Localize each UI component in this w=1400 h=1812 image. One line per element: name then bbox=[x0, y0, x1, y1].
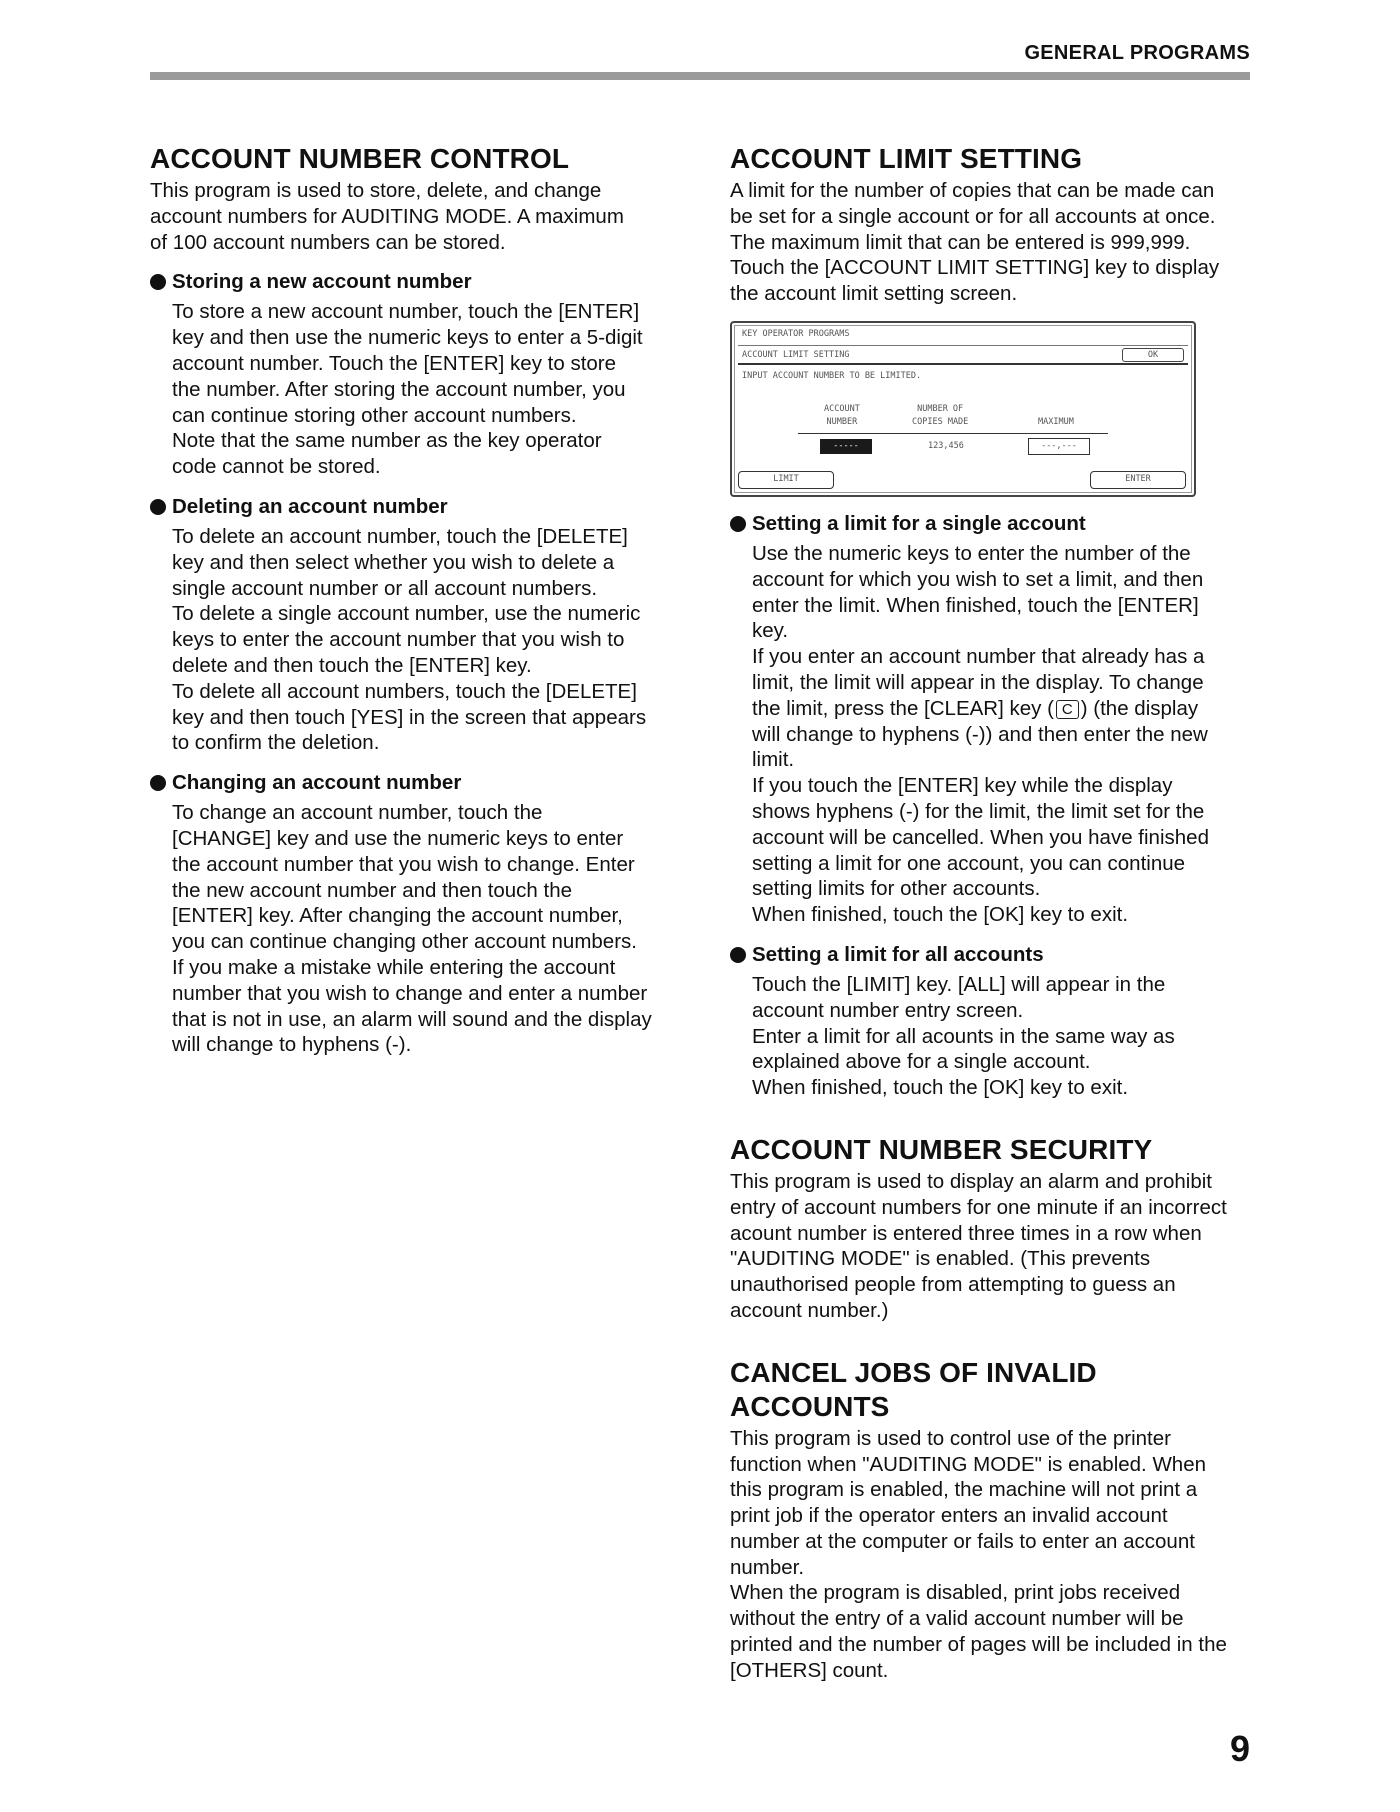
text-line: If you enter an account number that already has a bbox=[752, 645, 1205, 669]
text-line: be set for a single account or for all accounts at once. bbox=[730, 204, 1216, 228]
text-line: the account limit setting screen. bbox=[730, 282, 1018, 306]
text-line: If you touch the [ENTER] key while the display bbox=[752, 774, 1173, 798]
text-line: printed and the number of pages will be included in the bbox=[730, 1633, 1227, 1657]
text-line: unauthorised people from attempting to guess an bbox=[730, 1273, 1176, 1297]
column-header-line: COPIES MADE bbox=[912, 416, 969, 427]
bullet-icon bbox=[730, 947, 746, 963]
copies-made-column-header bbox=[912, 403, 968, 429]
text-line: code cannot be stored. bbox=[172, 455, 381, 479]
text-line: Note that the same number as the key operator bbox=[172, 429, 602, 453]
page-number: 9 bbox=[1229, 1728, 1250, 1769]
clear-key-line-pre: the limit, press the [CLEAR] key ( bbox=[752, 696, 1054, 720]
text-line: When the program is disabled, print jobs received bbox=[730, 1581, 1181, 1605]
text-line: This program is used to display an alarm and prohibit bbox=[730, 1169, 1212, 1193]
account-number-security-title: ACCOUNT NUMBER SECURITY bbox=[730, 1133, 1153, 1165]
text-line: When finished, touch the [OK] key to exit. bbox=[752, 1076, 1129, 1100]
text-line: To delete a single account number, use the numeric bbox=[172, 602, 641, 626]
text-line: the number. After storing the account number, you bbox=[172, 377, 626, 401]
account-limit-intro bbox=[730, 178, 1250, 307]
text-line: Use the numeric keys to enter the number of the bbox=[752, 541, 1191, 565]
text-line: entry of account numbers for one minute if an incorrect bbox=[730, 1195, 1227, 1219]
text-line: key and then touch [YES] in the screen that appears bbox=[172, 705, 647, 729]
single-limit-subheading bbox=[730, 511, 1250, 537]
text-line: To delete all account numbers, touch the [DELETE] bbox=[172, 679, 637, 703]
clear-key-line bbox=[752, 696, 1250, 722]
all-limit-subheading bbox=[730, 942, 1250, 968]
text-line: account number. Touch the [ENTER] key to store bbox=[172, 351, 617, 375]
text-line: [ENTER] key. After changing the account number, bbox=[172, 904, 623, 928]
enter-button[interactable]: ENTER bbox=[1090, 471, 1186, 489]
text-line: keys to enter the account number that you wish to bbox=[172, 628, 625, 652]
text-line: limit, the limit will appear in the display. To change bbox=[752, 670, 1204, 694]
text-line: without the entry of a valid account number will be bbox=[730, 1607, 1184, 1631]
text-line: acount number is entered three times in a row when bbox=[730, 1221, 1202, 1245]
account-number-field[interactable]: ----- bbox=[820, 439, 872, 454]
text-line: this program is enabled, the machine will not print a bbox=[730, 1478, 1198, 1502]
bullet-icon bbox=[730, 516, 746, 532]
text-line: of 100 account numbers can be stored. bbox=[150, 230, 506, 254]
column-header-line: NUMBER OF bbox=[917, 403, 964, 414]
deleting-body bbox=[150, 524, 670, 756]
text-line: number at the computer or fails to enter an account bbox=[730, 1529, 1195, 1553]
text-line: setting limits for other accounts. bbox=[752, 877, 1041, 901]
text-line: will change to hyphens (-). bbox=[172, 1033, 412, 1057]
text-line: you can continue changing other account numbers. bbox=[172, 930, 637, 954]
text-line: account numbers for AUDITING MODE. A maximum bbox=[150, 204, 624, 228]
header-rule bbox=[150, 72, 1250, 80]
cancel-jobs-body bbox=[730, 1426, 1250, 1684]
text-line: can continue storing other account numbers. bbox=[172, 403, 577, 427]
text-line: A limit for the number of copies that can be made can bbox=[730, 179, 1215, 202]
changing-subheading bbox=[150, 770, 670, 796]
text-line: This program is used to control use of the printer bbox=[730, 1426, 1171, 1450]
text-line: key. bbox=[752, 619, 789, 643]
text-line: [CHANGE] key and use the numeric keys to enter bbox=[172, 826, 624, 850]
account-limit-screen-figure bbox=[730, 321, 1196, 497]
text-line: [OTHERS] count. bbox=[730, 1658, 889, 1682]
changing-subheading-text: Changing an account number bbox=[172, 771, 462, 795]
limit-button[interactable]: LIMIT bbox=[738, 471, 834, 489]
storing-subheading-text: Storing a new account number bbox=[172, 270, 472, 294]
all-limit-subheading-text: Setting a limit for all accounts bbox=[752, 942, 1044, 966]
text-line: the account number that you wish to change. Enter bbox=[172, 852, 635, 876]
text-line: that is not in use, an alarm will sound and the display bbox=[172, 1007, 652, 1031]
ok-button[interactable]: OK bbox=[1122, 348, 1184, 362]
clear-key-icon: C bbox=[1056, 700, 1079, 719]
left-column bbox=[150, 142, 670, 1058]
text-line: to confirm the deletion. bbox=[172, 731, 380, 755]
bullet-icon bbox=[150, 775, 166, 791]
column-header-line: ACCOUNT bbox=[824, 403, 860, 414]
text-line: function when "AUDITING MODE" is enabled. When bbox=[730, 1452, 1206, 1476]
text-line: This program is used to store, delete, and change bbox=[150, 179, 602, 202]
text-line: explained above for a single account. bbox=[752, 1050, 1091, 1074]
text-line: The maximum limit that can be entered is 999,999. bbox=[730, 230, 1191, 254]
account-number-security-body bbox=[730, 1169, 1250, 1324]
text-line: will change to hyphens (-)) and then enter the new bbox=[752, 722, 1208, 746]
bullet-icon bbox=[150, 274, 166, 290]
text-line: When finished, touch the [OK] key to exit. bbox=[752, 903, 1129, 927]
running-header: GENERAL PROGRAMS bbox=[1024, 42, 1250, 64]
text-line: print job if the operator enters an invalid account bbox=[730, 1504, 1168, 1528]
text-line: account number entry screen. bbox=[752, 998, 1024, 1022]
screen-title-bar bbox=[738, 345, 1188, 365]
clear-key-line-post: ) (the display bbox=[1080, 696, 1199, 720]
text-line: account for which you wish to set a limit, and then bbox=[752, 567, 1204, 591]
text-line: key and then use the numeric keys to enter a 5-digit bbox=[172, 326, 643, 350]
text-line: To delete an account number, touch the [DELETE] bbox=[172, 524, 628, 548]
storing-subheading bbox=[150, 269, 670, 295]
text-line: Touch the [LIMIT] key. [ALL] will appear in the bbox=[752, 972, 1166, 996]
text-line: number. bbox=[730, 1555, 805, 1579]
text-line: setting a limit for one account, you can continue bbox=[752, 851, 1186, 875]
text-line: account number.) bbox=[730, 1298, 889, 1322]
account-number-control-intro bbox=[150, 178, 670, 255]
text-line: To change an account number, touch the bbox=[172, 801, 543, 825]
text-line: Touch the [ACCOUNT LIMIT SETTING] key to display bbox=[730, 256, 1220, 280]
text-line: single account number or all account numbers. bbox=[172, 576, 598, 600]
text-line: To store a new account number, touch the [ENTER] bbox=[172, 300, 640, 324]
text-line: delete and then touch the [ENTER] key. bbox=[172, 653, 532, 677]
account-number-column-header bbox=[824, 403, 860, 429]
text-line: Enter a limit for all acounts in the same way as bbox=[752, 1024, 1175, 1048]
maximum-column-header: MAXIMUM bbox=[1038, 416, 1074, 427]
bullet-icon bbox=[150, 499, 166, 515]
changing-body bbox=[150, 800, 670, 1058]
screen-bar-label: ACCOUNT LIMIT SETTING bbox=[742, 349, 850, 360]
cancel-jobs-title: CANCEL JOBS OF INVALID ACCOUNTS bbox=[730, 1356, 1097, 1422]
text-line: limit. bbox=[752, 748, 795, 772]
single-limit-body bbox=[730, 541, 1250, 928]
screen-prompt: INPUT ACCOUNT NUMBER TO BE LIMITED. bbox=[742, 370, 922, 381]
text-line: enter the limit. When finished, touch the [ENTER] bbox=[752, 593, 1199, 617]
account-limit-setting-title: ACCOUNT LIMIT SETTING bbox=[730, 143, 1083, 174]
storing-body bbox=[150, 299, 670, 480]
account-number-control-title: ACCOUNT NUMBER CONTROL bbox=[150, 143, 570, 174]
screen-divider bbox=[798, 433, 1108, 434]
screen-title: KEY OPERATOR PROGRAMS bbox=[742, 328, 850, 339]
column-header-line: NUMBER bbox=[826, 416, 858, 427]
text-line: account will be cancelled. When you have finished bbox=[752, 825, 1209, 849]
text-line: number that you wish to change and enter a number bbox=[172, 981, 648, 1005]
single-limit-subheading-text: Setting a limit for a single account bbox=[752, 511, 1086, 535]
text-line: the new account number and then touch the bbox=[172, 878, 573, 902]
maximum-field[interactable]: ---,--- bbox=[1028, 438, 1090, 455]
text-line: key and then select whether you wish to delete a bbox=[172, 550, 615, 574]
copies-made-value: 123,456 bbox=[928, 440, 964, 451]
all-limit-body bbox=[730, 972, 1250, 1101]
text-line: If you make a mistake while entering the account bbox=[172, 955, 616, 979]
deleting-subheading-text: Deleting an account number bbox=[172, 494, 448, 518]
text-line: shows hyphens (-) for the limit, the limit set for the bbox=[752, 799, 1205, 823]
deleting-subheading bbox=[150, 494, 670, 520]
text-line: "AUDITING MODE" is enabled. (This prevents bbox=[730, 1247, 1151, 1271]
right-column bbox=[730, 142, 1250, 1684]
